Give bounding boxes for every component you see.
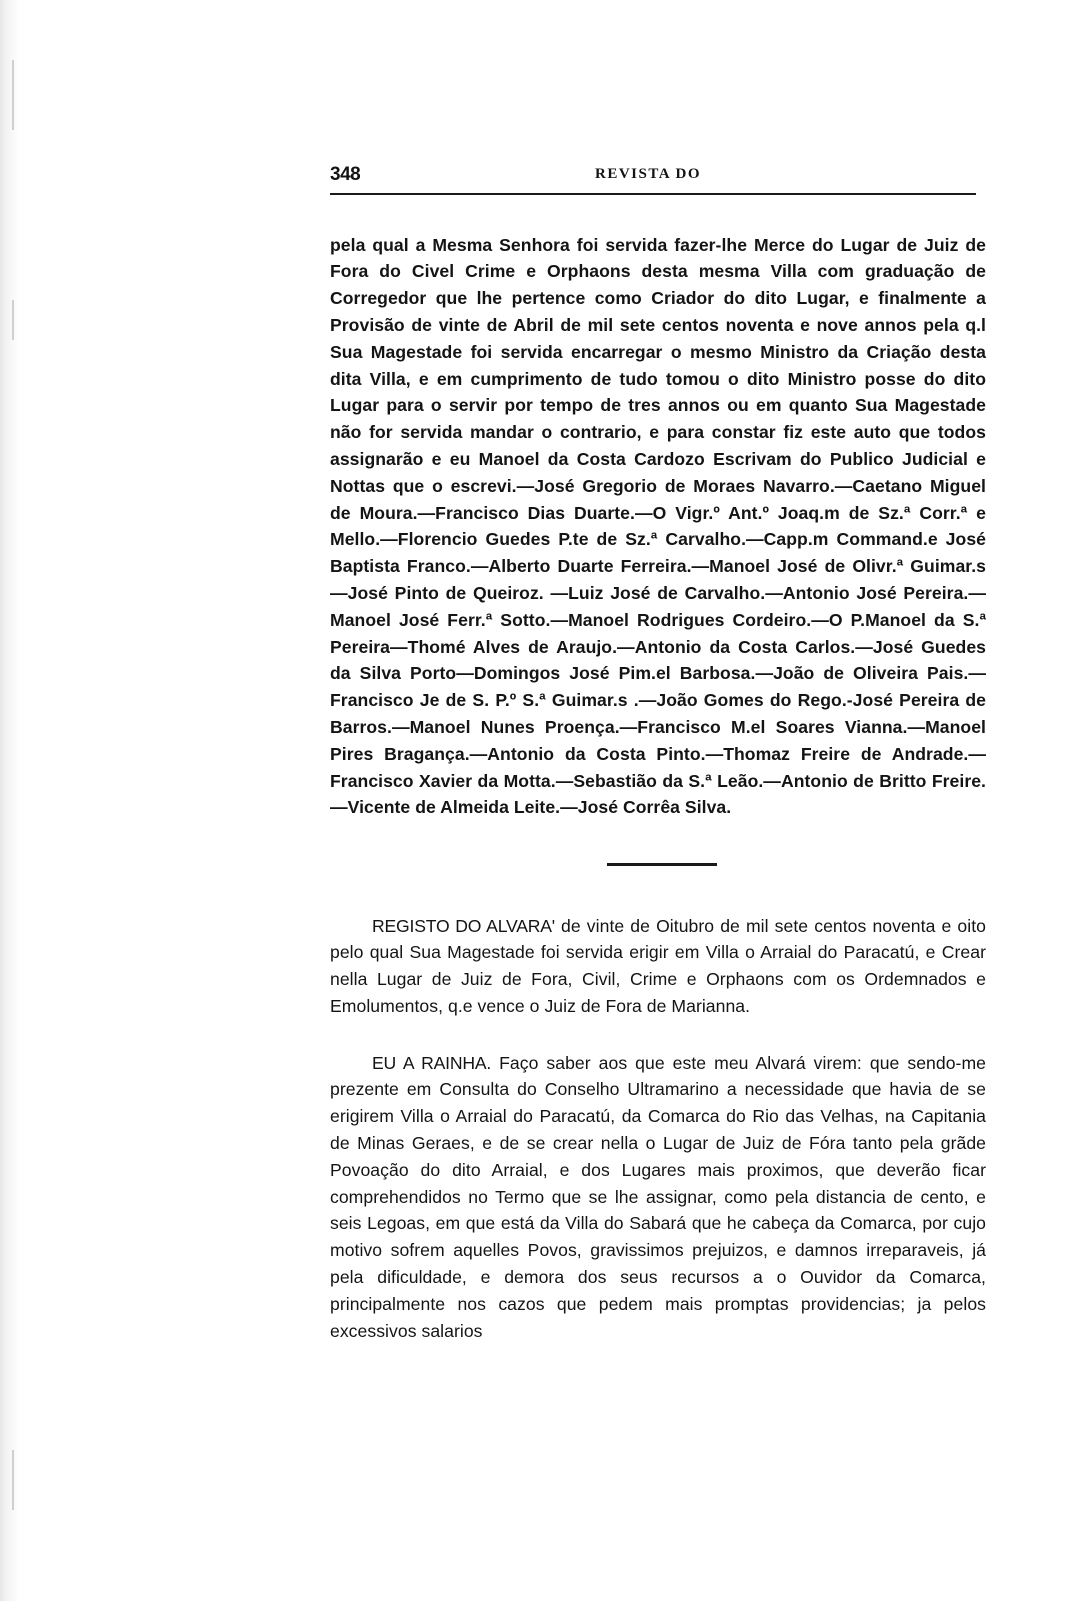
section-heading-lead: REGISTO DO ALVARA' (372, 915, 555, 936)
paragraph-signatories: pela qual a Mesma Senhora foi servida fazer-lhe Merce do Lugar de Juiz de Fora do Civel Crime e Orphaons desta mesma Villa com graduação de Corregedor que lhe pertence como Criador do dito Lugar, e finalmente a Provisão de vinte de Abril de mil sete centos noventa e nove annos pela q.l Sua Magestade foi servida encarregar o mesmo Ministro da Criação desta dita Villa, e em cumprimento de tudo tomou o dito Ministro posse do dito Lugar para o servir por tempo de tres annos ou em quanto Sua Magestade não for servida mandar o contrario, e para constar fiz este auto que todos assignarão e eu Manoel da Costa Cardozo Escrivam do Publico Judicial e Nottas que o escrevi.—José Gregorio de Moraes Navarro.—Caetano Miguel de Moura.—Francisco Dias Duarte.—O Vigr.º Ant.º Joaq.m de Sz.ª Corr.ª e Mello.—Florencio Guedes P.te de Sz.ª Carvalho.—Capp.m Command.e José Baptista Franco.—Alberto Duarte Ferreira.—Manoel José de Olivr.ª Guimar.s —José Pinto de Queiroz. —Luiz José de Carvalho.—Antonio José Pereira.—Manoel José Ferr.ª Sotto.—Manoel Rodrigues Cordeiro.—O P.Manoel da S.ª Pereira—Thomé Alves de Araujo.—Antonio da Costa Carlos.—José Guedes da Silva Porto—Domingos José Pim.el Barbosa.—João de Oliveira Pais.—Francisco Je de S. P.º S.ª Guimar.s .—João Gomes do Rego.-José Pereira de Barros.—Manoel Nunes Proença.—Francisco M.el Soares Vianna.—Manoel Pires Bragança.—Antonio da Costa Pinto.—Thomaz Freire de Andrade.—Francisco Xavier da Motta.—Sebastião da S.ª Leão.—Antonio de Britto Freire.—Vicente de Almeida Leite.—José Corrêa Silva. (330, 234, 986, 818)
running-title: REVISTA DO (595, 166, 701, 182)
header-rule (330, 193, 976, 195)
page-number: 348 (330, 164, 361, 185)
decree-lead: EU A RAINHA. (372, 1052, 492, 1073)
section-heading-rest: de vinte de Oitubro de mil sete centos noventa e oito pelo qual Sua Magestade foi servida erigir em Villa o Arraial do Paracatú, e Crear nella Lugar de Juiz de Fora, Civil, Crime e Orphaons com os Ordemnados e Emolumentos, q.e vence o Juiz de Fora de Marianna. (330, 915, 986, 1016)
section-heading (330, 913, 986, 1020)
page-header (330, 160, 990, 194)
paragraph-decree (330, 1050, 986, 1345)
decree-text: Faço saber aos que este meu Alvará virem: que sendo-me prezente em Consulta do Conselho Ultramarino a necessidade que havia de se erigirem Villa o Arraial do Paracatú, da Comarca do Rio das Velhas, na Capitania de Minas Geraes, e de se crear nella o Lugar de Juiz de Fóra tanto pela grãde Povoação do dito Arraial, e dos Lugares mais proximos, que deverão ficar comprehendidos no Termo que se lhe assignar, como pela distancia de cento, e seis Legoas, em que está da Villa do Sabará que he cabeça da Comarca, por cujo motivo sofrem aquelles Povos, gravissimos prejuizos, e damnos irreparaveis, já pela dificuldade, e demora dos seus recursos a o Ouvidor da Comarca, principalmente nos cazos que pedem mais promptas providencias; ja pelos excessivos salarios (330, 1052, 986, 1341)
section-divider (607, 863, 717, 866)
